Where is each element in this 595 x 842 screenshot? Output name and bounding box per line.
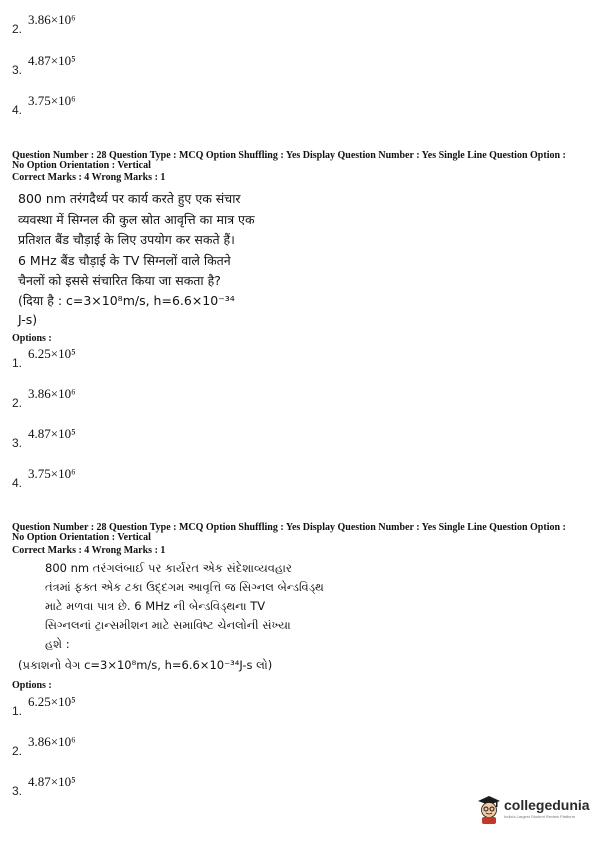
graduate-mascot-icon [476,794,502,824]
question-meta-cont: No Option Orientation : Vertical [12,532,151,543]
marks-line: Correct Marks : 4 Wrong Marks : 1 [12,172,166,183]
logo-wordmark: collegedunia [504,797,590,813]
option-number: 2. [12,396,23,410]
option-value: 4.87×10⁵ [28,53,76,68]
option-value: 4.87×10⁵ [28,426,76,441]
option-number: 3. [12,436,23,450]
question-text-line: હશે : [45,637,70,651]
question-text-line: व्यवस्था में सिग्नल की कुल स्रोत आवृत्ति का मात्र एक [18,212,255,227]
question-text-line: (दिया है : c=3×10⁸m/s, h=6.6×10⁻³⁴ [18,293,235,308]
option-number: 3. [12,63,23,77]
option-value: 4.87×10⁵ [28,774,76,789]
option-number: 2. [12,744,23,758]
option-value: 3.86×10⁶ [28,734,76,749]
marks-line: Correct Marks : 4 Wrong Marks : 1 [12,545,166,556]
collegedunia-logo [476,794,588,824]
options-label: Options : [12,680,52,691]
question-text-line: चैनलों को इससे संचारित किया जा सकता है? [18,273,221,288]
option-value: 6.25×10⁵ [28,694,76,709]
question-text-line: માટે મળવા પાત્ર છે. 6 MHz ની બેન્ડવિડ્થના TV [45,599,266,613]
option-number: 1. [12,356,23,370]
question-meta: Question Number : 28 Question Type : MCQ Option Shuffling : Yes Display Question Number : Yes Single Line Question Option : [12,150,566,161]
question-text-line: 800 nm तरंगदैर्ध्य पर कार्य करते हुए एक संचार [18,191,241,206]
option-value: 3.75×10⁶ [28,466,76,481]
question-meta-cont: No Option Orientation : Vertical [12,160,151,171]
question-text-line: प्रतिशत बैंड चौड़ाई के लिए उपयोग कर सकते हैं। [18,232,235,247]
option-number: 3. [12,784,23,798]
question-text-line: (પ્રકાશનો વેગ c=3×10⁸m/s, h=6.6×10⁻³⁴J-s લો) [18,658,273,672]
option-number: 1. [12,704,23,718]
question-text-line: 800 nm તરંગલંબાઈ પર કાર્યરત એક સંદેશાવ્યવહાર [45,561,292,575]
option-value: 3.86×10⁶ [28,12,76,27]
option-value: 6.25×10⁵ [28,346,76,361]
option-number: 4. [12,476,23,490]
option-number: 2. [12,22,23,36]
option-value: 3.86×10⁶ [28,386,76,401]
question-text-line: તંત્રમાં ફક્ત એક ટકા ઉદ્દગમ આવૃત્તિ જ સિગ્નલ બેન્ડવિડ્થ [45,580,324,594]
question-meta: Question Number : 28 Question Type : MCQ Option Shuffling : Yes Display Question Number : Yes Single Line Question Option : [12,522,566,533]
options-label: Options : [12,333,52,344]
option-number: 4. [12,103,23,117]
logo-tagline: India's Largest Student Review Platform [504,814,576,819]
question-text-line: J-s) [18,312,38,327]
question-text-line: 6 MHz बैंड चौड़ाई के TV सिग्नलों वाले कितने [18,253,231,268]
option-value: 3.75×10⁶ [28,93,76,108]
question-text-line: સિગ્નલનાં ટ્રાન્સમીશન માટે સમાવિષ્ટ ચેનલોની સંખ્યા [45,618,291,632]
